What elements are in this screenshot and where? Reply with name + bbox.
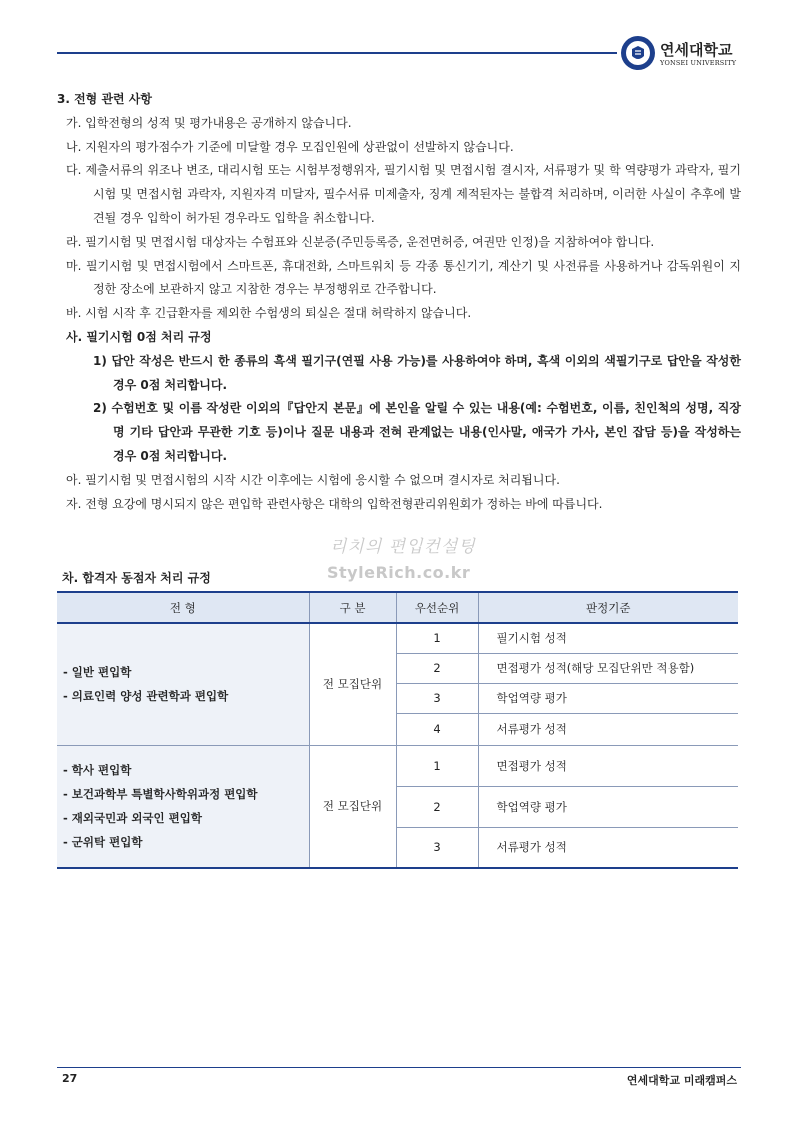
admission-type: - 의료인력 양성 관련학과 편입학: [63, 689, 229, 704]
sub-list-item: 1) 답안 작성은 반드시 한 종류의 흑색 필기구(연필 사용 가능)를 사용하여야 하며, 흑색 이외의 색필기구로 답안을 작성한 경우 0점 처리합니다.: [93, 353, 741, 392]
table-row: [57, 623, 738, 653]
watermark-text: 리치의 편입컨설팅: [330, 537, 476, 557]
admission-type: - 일반 편입학: [63, 665, 132, 680]
table-header: 우선순위: [396, 592, 478, 623]
university-seal-icon: [620, 35, 656, 71]
priority-cell: 2: [396, 786, 478, 827]
list-item: 나. 지원자의 평가점수가 기준에 미달할 경우 모집인원에 상관없이 선발하지 않습니다.: [66, 139, 514, 154]
list-item: 자. 전형 요강에 명시되지 않은 편입학 관련사항은 대학의 입학전형관리위원회가 정하는 바에 따릅니다.: [66, 496, 603, 511]
table-header: 전 형: [57, 592, 309, 623]
criterion-cell: 학업역량 평가: [478, 683, 738, 713]
criterion-cell: 필기시험 성적: [478, 623, 738, 653]
admission-type: - 군위탁 편입학: [63, 835, 143, 850]
section-title: 3. 전형 관련 사항: [57, 92, 152, 106]
watermark-url: StyleRich.co.kr: [327, 563, 471, 582]
criterion-cell: 학업역량 평가: [478, 786, 738, 827]
list-item: 라. 필기시험 및 면접시험 대상자는 수험표와 신분증(주민등록증, 운전면허증, 여권만 인정)을 지참하여야 합니다.: [66, 234, 655, 249]
tie-break-table: [57, 591, 738, 869]
criterion-cell: 서류평가 성적: [478, 827, 738, 868]
priority-cell: 2: [396, 653, 478, 683]
list-item: 다. 제출서류의 위조나 변조, 대리시험 또는 시험부정행위자, 필기시험 및 면접시험 결시자, 서류평가 및 학 역량평가 과락자, 필기시험 및 면접시험 과락자, 지원자격 미달자, 필수서류 미제출자, 징계 제적된자는 불합격 처리하며, 이러한 사실이 추후에 발견될 경우 입학이 허가된 경우라도 입학을 취소합니다.: [66, 163, 741, 225]
admission-type: - 재외국민과 외국인 편입학: [63, 811, 202, 826]
table-title: 차. 합격자 동점자 처리 규정: [62, 571, 211, 585]
subsection-title: 사. 필기시험 0점 처리 규정: [66, 329, 212, 344]
criterion-cell: 면접평가 성적: [478, 745, 738, 786]
table-header-row: [57, 592, 738, 623]
table-header: 구 분: [309, 592, 396, 623]
admission-type: - 보건과학부 특별학사학위과정 편입학: [63, 787, 258, 802]
university-logo: [620, 35, 740, 75]
unit-cell: 전 모집단위: [309, 745, 396, 868]
university-name-ko: 연세대학교: [660, 41, 733, 59]
priority-cell: 1: [396, 623, 478, 653]
page-number: 27: [62, 1072, 78, 1085]
criterion-cell: 면접평가 성적(해당 모집단위만 적용함): [478, 653, 738, 683]
list-item: 마. 필기시험 및 면접시험에서 스마트폰, 휴대전화, 스마트워치 등 각종 통신기기, 계산기 및 사전류를 사용하거나 감독위원이 지정한 장소에 보관하지 않고 지참한 경우는 부정행위로 간주합니다.: [66, 258, 741, 297]
unit-cell: 전 모집단위: [309, 623, 396, 745]
list-item: 바. 시험 시작 후 긴급환자를 제외한 수험생의 퇴실은 절대 허락하지 않습니다.: [66, 306, 472, 321]
admission-type-cell: [57, 745, 309, 868]
table-row: [57, 745, 738, 786]
university-name-en: YONSEI UNIVERSITY: [660, 59, 737, 67]
priority-cell: 4: [396, 713, 478, 745]
priority-cell: 3: [396, 827, 478, 868]
header-rule: [57, 52, 617, 54]
footer-rule: [57, 1067, 741, 1068]
list-item: 아. 필기시험 및 면접시험의 시작 시간 이후에는 시험에 응시할 수 없으며 결시자로 처리됩니다.: [66, 472, 560, 487]
list-item: 가. 입학전형의 성적 및 평가내용은 공개하지 않습니다.: [66, 115, 352, 130]
criterion-cell: 서류평가 성적: [478, 713, 738, 745]
footer-campus: 연세대학교 미래캠퍼스: [626, 1074, 737, 1087]
sub-list-item: 2) 수험번호 및 이름 작성란 이외의『답안지 본문』에 본인을 알릴 수 있는 내용(예: 수험번호, 이름, 친인척의 성명, 직장명 기타 답안과 무관한 기호 등)이나 질문 내용과 전혀 관계없는 내용(인사말, 애국가 가사, 본인 잡담 등)을 작성하는 경우 0점 처리합니다.: [93, 401, 741, 463]
admission-type-cell: [57, 623, 309, 745]
priority-cell: 3: [396, 683, 478, 713]
table-header: 판정기준: [478, 592, 738, 623]
admission-type: - 학사 편입학: [63, 763, 132, 778]
priority-cell: 1: [396, 745, 478, 786]
main-content: [57, 88, 741, 516]
